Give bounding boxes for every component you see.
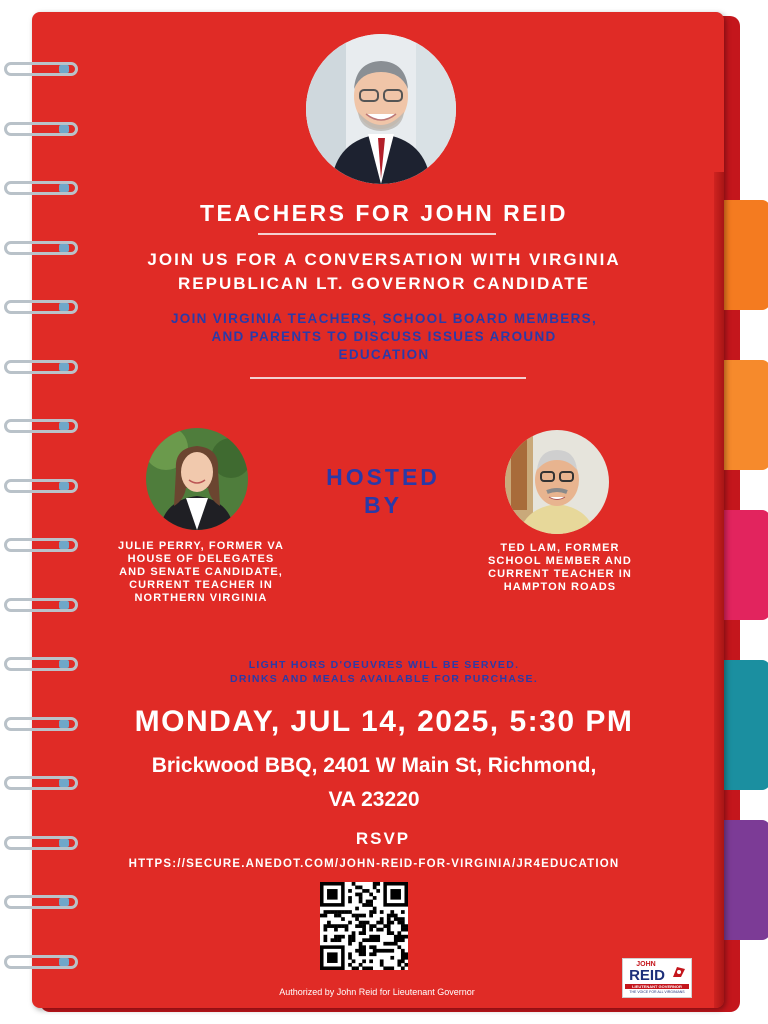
host-julie-perry-photo <box>146 428 248 530</box>
hosted-by-line-2: BY <box>364 492 402 518</box>
logo-flag-icon <box>671 965 687 979</box>
host-2-bio-line-3: CURRENT TEACHER IN <box>488 568 632 580</box>
qr-code-graphic <box>320 882 408 970</box>
rsvp-label: RSVP <box>355 829 411 848</box>
hosted-by-line-1: HOSTED <box>326 464 440 490</box>
authorized-by: Authorized by John Reid for Lieutenant Governor <box>279 987 475 997</box>
logo-john: JOHN <box>636 961 656 968</box>
logo-reid: REID <box>629 967 665 984</box>
food-note-line-1: LIGHT HORS D'OEUVRES WILL BE SERVED. <box>248 659 520 671</box>
host-1-bio-line-3: AND SENATE CANDIDATE, <box>119 566 283 578</box>
description-divider <box>250 377 526 379</box>
host-2-bio-line-4: HAMPTON ROADS <box>503 581 617 593</box>
host-1-bio-line-4: CURRENT TEACHER IN <box>129 579 273 591</box>
qr-code[interactable] <box>320 882 408 970</box>
venue-line-1: Brickwood BBQ, 2401 W Main St, Richmond, <box>151 754 597 777</box>
event-date-time: MONDAY, JUL 14, 2025, 5:30 PM <box>134 705 634 738</box>
host-ted-lam-photo <box>505 430 609 534</box>
event-title: TEACHERS FOR JOHN REID <box>199 200 569 226</box>
description-line-2: AND PARENTS TO DISCUSS ISSUES AROUND <box>211 329 557 344</box>
description-line-3: EDUCATION <box>338 347 430 362</box>
host-1-bio-line-1: JULIE PERRY, FORMER VA <box>118 540 284 552</box>
host-1-bio-line-2: HOUSE OF DELEGATES <box>127 553 275 565</box>
food-note-line-2: DRINKS AND MEALS AVAILABLE FOR PURCHASE. <box>229 673 539 685</box>
logo-tagline: THE VOICE FOR ALL VIRGINIANS <box>629 990 685 994</box>
host-2-bio-line-1: TED LAM, FORMER <box>500 542 620 554</box>
rsvp-url[interactable]: HTTPS://SECURE.ANEDOT.COM/JOHN-REID-FOR-VIRGINIA/JR4EDUCATION <box>128 858 620 870</box>
subtitle-line-2: REPUBLICAN LT. GOVERNOR CANDIDATE <box>178 274 590 293</box>
venue-line-2: VA 23220 <box>328 788 420 811</box>
host-2-bio-line-2: SCHOOL MEMBER AND <box>488 555 632 567</box>
candidate-photo <box>306 34 456 184</box>
john-reid-logo <box>622 958 692 998</box>
title-divider <box>258 233 496 235</box>
logo-subtitle: LIEUTENANT GOVERNOR <box>625 984 689 989</box>
host-1-bio-line-5: NORTHERN VIRGINIA <box>134 592 268 604</box>
description-line-1: JOIN VIRGINIA TEACHERS, SCHOOL BOARD MEMBERS, <box>170 311 598 326</box>
subtitle-line-1: JOIN US FOR A CONVERSATION WITH VIRGINIA <box>147 250 621 269</box>
